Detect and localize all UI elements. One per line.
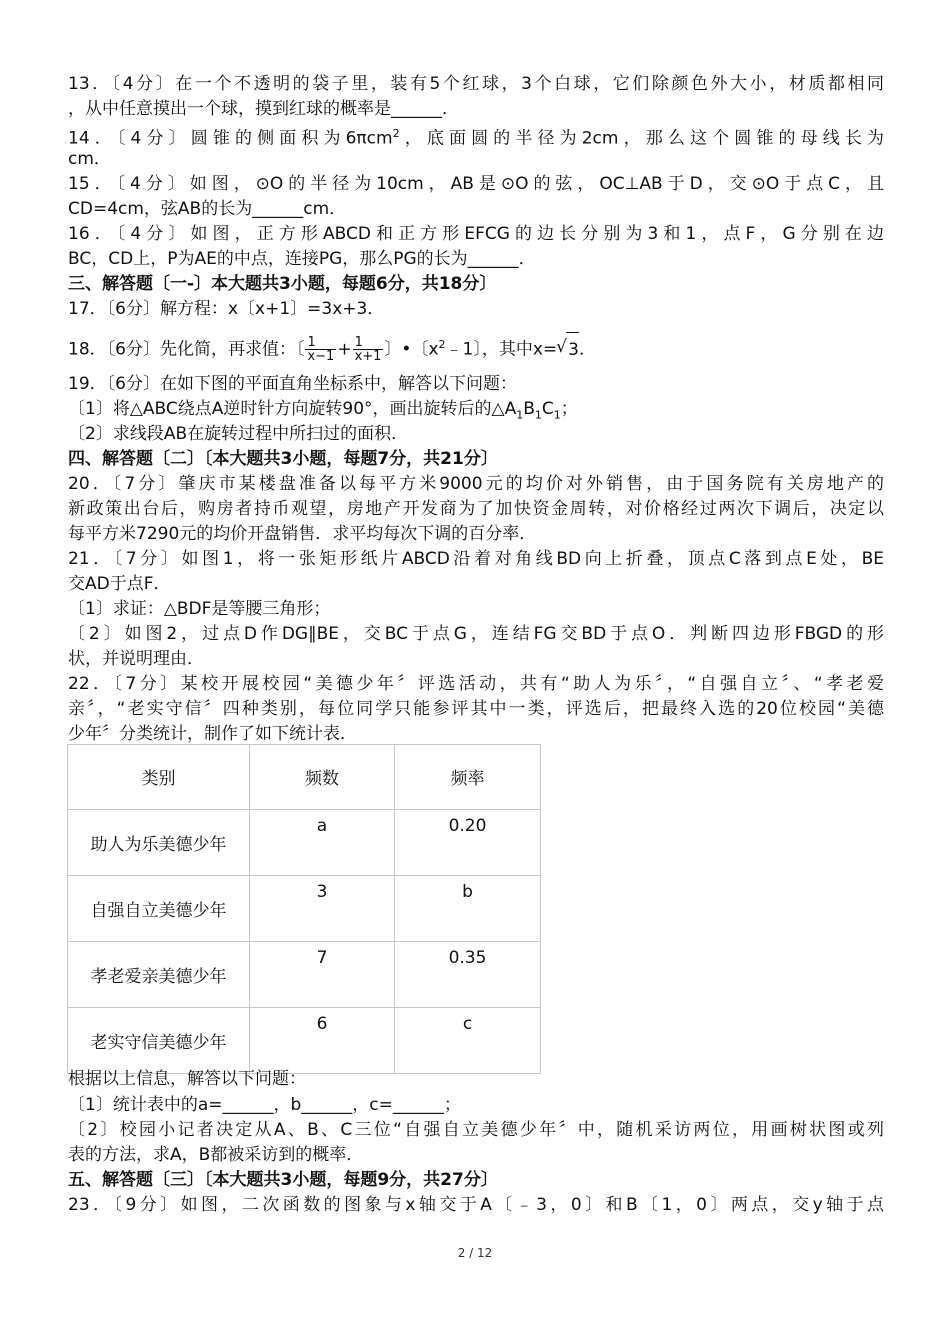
fraction-denominator: x−1: [307, 349, 335, 365]
section5-heading: 五、解答题〔三〕〔本大题共3小题，每题9分，共27分〕: [68, 1170, 498, 1190]
q16-line2: BC，CD上，P为AE的中点，连接PG，那么PG的长为______．: [68, 249, 536, 269]
table-row: [68, 942, 541, 1008]
cell-rate: 0.35: [395, 942, 541, 1008]
q22-line3: 少年〞分类统计，制作了如下统计表．: [68, 724, 357, 744]
header-rate: 频率: [395, 745, 541, 810]
q23-text: 23．〔9分〕如图，二次函数的图象与x轴交于A〔﹣3，0〕和B〔1，0〕两点，交y轴于点: [68, 1195, 884, 1215]
q18-line: [68, 328, 884, 367]
cell-rate: c: [395, 1008, 541, 1074]
cell-category: 助人为乐美德少年: [68, 810, 250, 876]
q21-part2-line1: 〔2〕如图2，过点D作DG∥BE，交BC于点G，连结FG交BD于点O．判断四边形FBGD的形: [68, 624, 884, 644]
q20-line2: 新政策出台后，购房者持币观望，房地产开发商为了加快资金周转，对价格经过两次下调后，决定以: [68, 499, 884, 519]
q15-line2: CD=4cm，弦AB的长为______cm．: [68, 199, 347, 219]
sqrt-symbol: √ 3: [566, 332, 579, 367]
table-row: [68, 1008, 541, 1074]
cell-frequency: 7: [250, 942, 395, 1008]
q22-after-table: 根据以上信息，解答以下问题：: [68, 1069, 306, 1089]
cell-frequency: a: [250, 810, 395, 876]
page-number: 2 / 12: [457, 1246, 493, 1260]
cell-category: 老实守信美德少年: [68, 1008, 250, 1074]
q19-part2: 〔2〕求线段AB在旋转过程中所扫过的面积．: [68, 424, 409, 444]
q22-line2: 亲〞，“老实守信〞四种类别，每位同学只能参评其中一类，评选后，把最终入选的20位校园“美德: [68, 699, 884, 719]
q18-sup: 2: [438, 338, 446, 351]
q19-part1-d: ；: [560, 399, 578, 419]
cell-category: 孝老爱亲美德少年: [68, 942, 250, 1008]
fraction-numerator: 1: [354, 335, 363, 351]
table-row: [68, 810, 541, 876]
q14-text-a: 14．〔4分〕圆锥的侧面积为6πcm: [68, 128, 393, 149]
q14-sup: 2: [392, 127, 400, 140]
table-header-row: [68, 745, 541, 810]
subscript: 1: [516, 408, 524, 422]
fraction-denominator: x+1: [354, 349, 382, 365]
q15-line1: 15．〔4分〕如图，⊙O的半径为10cm，AB是⊙O的弦，OC⊥AB于D，交⊙O于点C，且: [68, 174, 884, 194]
q22-part1: 〔1〕统计表中的a=______，b______，c=______；: [68, 1095, 461, 1115]
subscript: 1: [534, 408, 542, 422]
q13-line1: 13．〔4分〕在一个不透明的袋子里，装有5个红球，3个白球，它们除颜色外大小，材质都相同: [68, 74, 884, 94]
q18-after: ﹣1〕，其中x=: [445, 339, 558, 360]
q22-part2-line1: 〔2〕校园小记者决定从A、B、C三位“自强自立美德少年〞中，随机采访两位，用画树状图或列: [68, 1120, 884, 1140]
q21-line2: 交AD于点F．: [68, 574, 171, 594]
fraction-numerator: 1: [307, 335, 316, 351]
statistics-table: [67, 744, 541, 1074]
q18-fraction-1: [305, 336, 336, 363]
q16-line1: 16．〔4分〕如图，正方形ABCD和正方形EFCG的边长分别为3和1，点F，G分别在边: [68, 224, 884, 244]
q22-line1: 22．〔7分〕某校开展校园“美德少年〞评选活动，共有“助人为乐〞，“自强自立〞、“孝老爱: [68, 674, 884, 694]
q17-text: 17．〔6分〕解方程：x〔x+1〕=3x+3．: [68, 299, 385, 319]
q21-line1: 21．〔7分〕如图1，将一张矩形纸片ABCD沿着对角线BD向上折叠，顶点C落到点E处，BE: [68, 549, 884, 569]
q18-mid: 〕•〔x: [384, 339, 439, 360]
header-frequency: 频数: [250, 745, 395, 810]
header-category: 类别: [68, 745, 250, 810]
q19-part1-b: B: [523, 399, 535, 419]
cell-rate: b: [395, 876, 541, 942]
section4-heading: 四、解答题〔二〕〔本大题共3小题，每题7分，共21分〕: [68, 449, 498, 469]
q18-plus: +: [337, 339, 352, 360]
q20-line3: 每平方米7290元的均价开盘销售．求平均每次下调的百分率．: [68, 524, 537, 544]
subscript: 1: [553, 408, 561, 422]
q21-part1: 〔1〕求证：△BDF是等腰三角形；: [68, 599, 331, 619]
q14-text-b: ，底面圆的半径为2cm，那么这个圆锥的母线长为: [399, 128, 884, 149]
q21-part2-line2: 状，并说明理由．: [68, 649, 204, 669]
q19-line1: 19．〔6分〕在如下图的平面直角坐标系中，解答以下问题：: [68, 374, 517, 394]
cell-category: 自强自立美德少年: [68, 876, 250, 942]
q14-line2: cm．: [68, 149, 111, 169]
cell-frequency: 3: [250, 876, 395, 942]
q19-part1-c: C: [541, 399, 554, 419]
q22-part2-line2: 表的方法，求A，B都被采访到的概率．: [68, 1145, 364, 1165]
section3-heading: 三、解答题〔一-〕本大题共3小题，每题6分，共18分〕: [68, 274, 497, 294]
q18-end: ．: [578, 339, 596, 360]
q20-line1: 20．〔7分〕肇庆市某楼盘准备以每平方米9000元的均价对外销售，由于国务院有关房地产的: [68, 474, 884, 494]
q19-part1-a: 〔1〕将△ABC绕点A逆时针方向旋转90°，画出旋转后的△A: [68, 399, 517, 419]
q13-line2: ，从中任意摸出一个球，摸到红球的概率是______．: [68, 99, 459, 119]
q18-prefix: 18．〔6分〕先化简，再求值：〔: [68, 339, 305, 360]
table-row: [68, 876, 541, 942]
q18-fraction-2: [353, 336, 384, 363]
cell-rate: 0.20: [395, 810, 541, 876]
cell-frequency: 6: [250, 1008, 395, 1074]
